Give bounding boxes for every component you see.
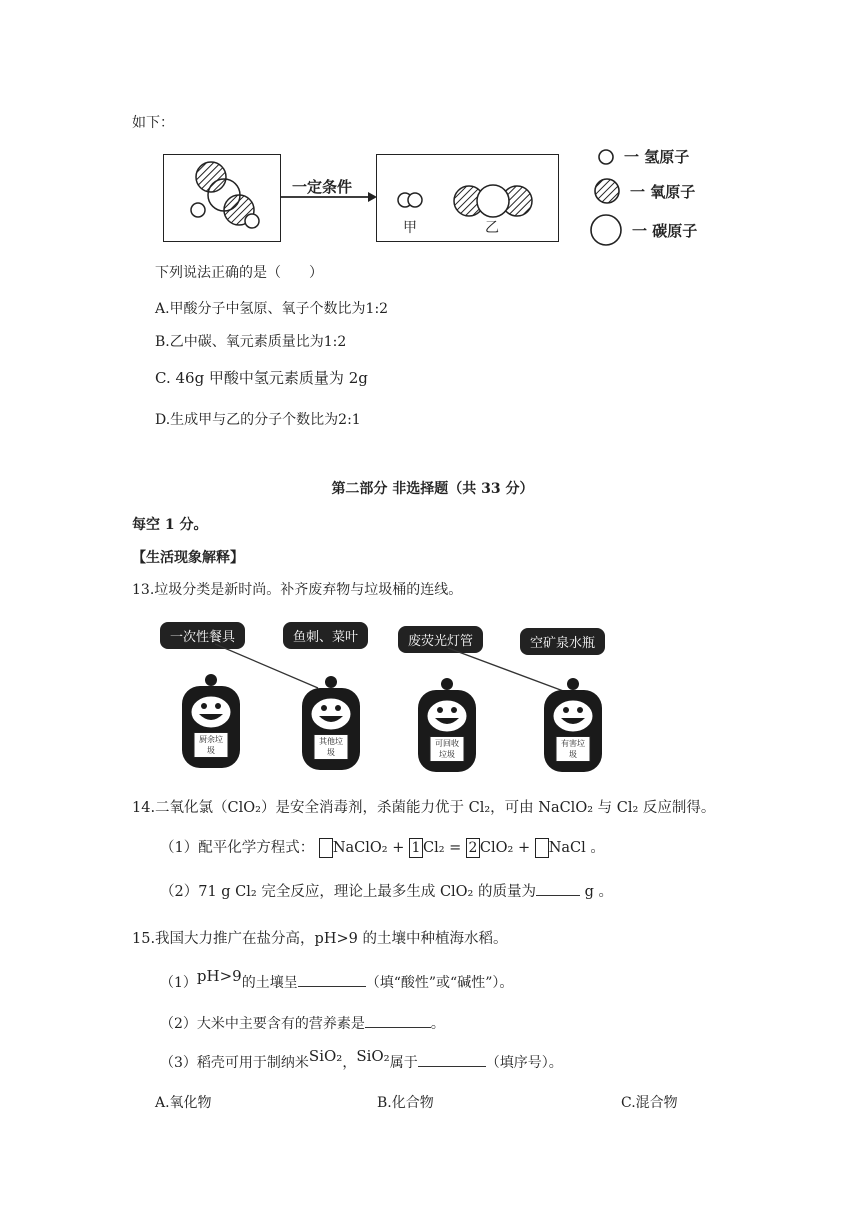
coef-box-3[interactable]: 2 <box>466 838 480 858</box>
q15-part3-prefix: （3）稻壳可用于制纳米 <box>160 1055 309 1071</box>
intro-text: 如下： <box>132 115 174 131</box>
eq-term-4: NaCl 。 <box>548 840 605 856</box>
q15-part3-suffix: （填序号）。 <box>485 1055 563 1071</box>
bin-kitchen-label: 厨余垃圾 <box>194 732 229 758</box>
q12-stem: 下列说法正确的是（ ） <box>155 265 323 281</box>
bin-recyclable-label: 可回收垃圾 <box>430 736 465 762</box>
q12-option-a: A.甲酸分子中氢原、氧子个数比为1:2 <box>155 301 389 317</box>
q15-part1-mid: 的土壤呈 <box>241 975 298 991</box>
q15-part3-mid: ， <box>342 1055 357 1071</box>
q15-part2-suffix: 。 <box>430 1016 445 1032</box>
q14-part2 <box>160 880 613 901</box>
q15-part1 <box>160 967 514 992</box>
arrow-label: 一定条件 <box>292 178 353 196</box>
bin-recyclable <box>412 676 482 776</box>
q15-part2 <box>160 1013 445 1033</box>
q15-part1-suffix: （填“酸性”或“碱性”）。 <box>365 975 514 991</box>
q12-option-b: B.乙中碳、氧元素质量比为1:2 <box>155 334 347 350</box>
waste-item-2: 鱼刺、菜叶 <box>283 622 368 649</box>
q15-option-b: B.化合物 <box>377 1095 434 1111</box>
eq-term-2: Cl₂ = <box>422 840 462 856</box>
product-jia-label: 甲 <box>403 220 417 236</box>
q14-part1 <box>160 836 605 858</box>
q15-part1-prefix: （1） <box>160 975 197 991</box>
legend-hydrogen-label: 一 氢原子 <box>624 148 690 166</box>
q15-option-c: C.混合物 <box>621 1095 678 1111</box>
q15-part3-mid2: 属于 <box>389 1055 418 1071</box>
q12-option-d: D.生成甲与乙的分子个数比为2:1 <box>155 412 361 428</box>
section2-category: 【生活现象解释】 <box>132 550 244 566</box>
q15-part2-prefix: （2）大米中主要含有的营养素是 <box>160 1016 365 1032</box>
sio2-label: SiO₂ <box>308 1047 343 1065</box>
waste-item-3: 废荧光灯管 <box>398 626 483 653</box>
q14-part2-suffix: g 。 <box>579 884 613 900</box>
legend-oxygen-label: 一 氧原子 <box>630 182 696 201</box>
q13-stem: 13.垃圾分类是新时尚。补齐废弃物与垃圾桶的连线。 <box>132 582 463 598</box>
legend-carbon-label: 一 碳原子 <box>632 221 698 240</box>
bin-hazardous <box>538 676 608 776</box>
answer-blank[interactable] <box>298 986 366 987</box>
q15-stem: 15.我国大力推广在盐分高，pH>9 的土壤中种植海水稻。 <box>132 931 508 947</box>
waste-item-4: 空矿泉水瓶 <box>520 628 605 655</box>
bin-other-label: 其他垃圾 <box>314 734 349 760</box>
q14-stem: 14.二氧化氯（ClO₂）是安全消毒剂，杀菌能力优于 Cl₂，可由 NaClO₂ 与 Cl₂ 反应制得。 <box>132 800 716 816</box>
q12-option-c: C. 46g 甲酸中氢元素质量为 2g <box>155 369 368 387</box>
bin-other <box>296 674 366 774</box>
bin-kitchen <box>176 672 246 772</box>
q14-part2-prefix: （2）71 g Cl₂ 完全反应，理论上最多生成 ClO₂ 的质量为 <box>160 884 536 900</box>
answer-blank[interactable] <box>536 895 580 896</box>
coef-box-1[interactable] <box>319 838 333 858</box>
ph-label: pH>9 <box>196 967 242 985</box>
product-yi-label: 乙 <box>485 220 499 236</box>
answer-blank[interactable] <box>418 1066 486 1067</box>
q15-part3 <box>160 1047 563 1072</box>
bin-hazardous-label: 有害垃圾 <box>556 736 591 762</box>
section2-note: 每空 1 分。 <box>132 517 208 533</box>
q14-part1-prefix: （1）配平化学方程式： <box>160 840 315 856</box>
coef-box-2[interactable]: 1 <box>409 838 423 858</box>
section2-title: 第二部分 非选择题（共 33 分） <box>331 481 534 497</box>
waste-item-1: 一次性餐具 <box>160 622 245 649</box>
q15-option-a: A.氧化物 <box>155 1095 212 1111</box>
eq-term-1: NaClO₂ + <box>332 840 405 856</box>
sio2-label-2: SiO₂ <box>356 1047 390 1065</box>
answer-blank[interactable] <box>365 1027 431 1028</box>
coef-box-4[interactable] <box>535 838 549 858</box>
eq-term-3: ClO₂ + <box>479 840 531 856</box>
